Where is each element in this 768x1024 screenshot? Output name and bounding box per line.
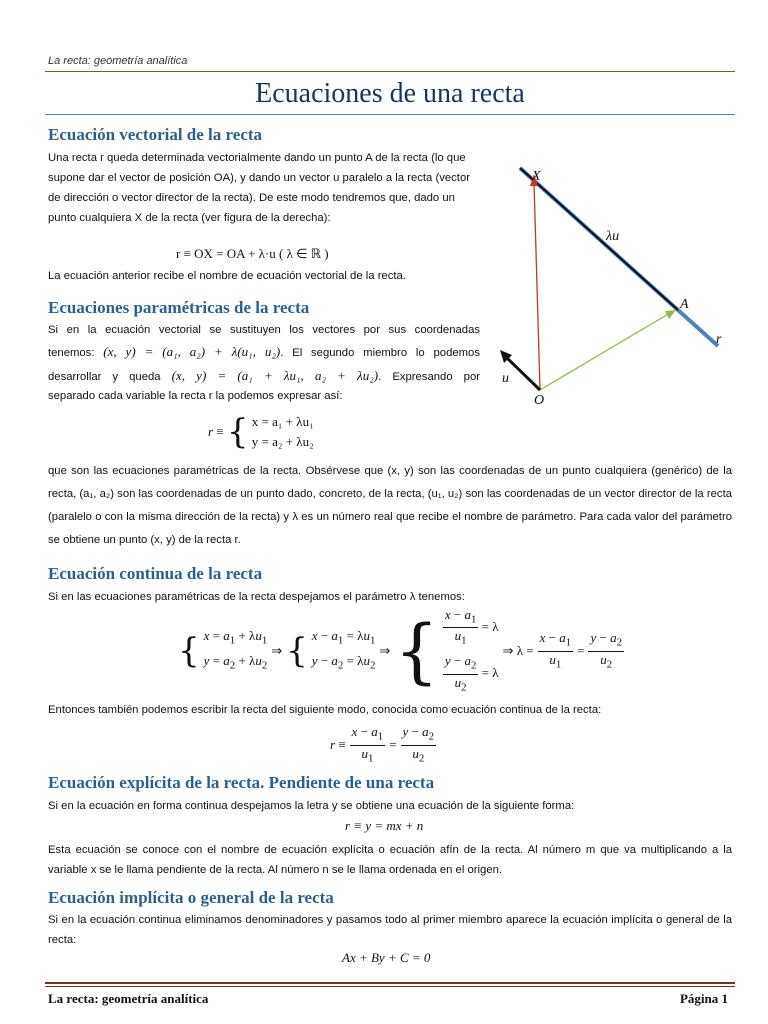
label-O: O xyxy=(534,393,545,408)
running-header: La recta: geometría analítica xyxy=(48,55,188,67)
vector-OX xyxy=(534,182,540,390)
equation-line-y: y = a₂ + λu₂ xyxy=(251,434,314,449)
label-lambda-u: λu xyxy=(606,229,620,244)
footer-title: La recta: geometría analítica xyxy=(48,991,209,1006)
equation-explicita: r ≡ y = mx + n xyxy=(345,818,424,833)
paragraph-continua-2: Entonces también podemos escribir la recta del siguiente modo, conocida como ecuación continua de la recta: xyxy=(48,704,602,716)
paragraph-vectorial: Una recta r queda determinada vectorialmente dando un punto A de la recta (lo que supone dar el vector de posición OA), y dando un vector u paralelo a la recta (vector de dirección o vector director de la recta). De este modo tendremos que, dado un punto cualquiera X de la recta (ver figura de la derecha): xyxy=(48,152,470,224)
text-lead: desarrollar y queda xyxy=(48,371,161,383)
text-lead: tenemos: xyxy=(48,347,95,359)
paragraph-parametricas-1d: separado cada variable la recta r la podemos expresar así: xyxy=(48,390,343,402)
paragraph-vectorial-2: La ecuación anterior recibe el nombre de ecuación vectorial de la recta. xyxy=(48,270,406,282)
heading-explicita: Ecuación explícita de la recta. Pendiente de una recta xyxy=(48,773,435,792)
heading-vectorial: Ecuación vectorial de la recta xyxy=(48,125,263,144)
page-number: Página 1 xyxy=(679,991,728,1006)
paragraph-explicita-2: Esta ecuación se conoce con el nombre de ecuación explícita o ecuación afín de la recta. Al número m que va multiplicando a la variable x se le llama pendiente de la recta. Al número n se le llama ordenada en el origen. xyxy=(48,844,732,876)
paragraph-parametricas-1c xyxy=(48,366,480,387)
paragraph-parametricas-1b xyxy=(48,342,480,363)
footer-divider-thin xyxy=(45,986,735,987)
paragraph-implicita-1: Si en la ecuación continua eliminamos denominadores y pasamos todo al primer miembro aparece la ecuación implícita o general de la recta: xyxy=(48,914,732,946)
equation-parametric-system: r ≡ { x = a₁ + λu₁ y = a₂ + λu₂ xyxy=(208,412,314,452)
heading-parametricas: Ecuaciones paramétricas de la recta xyxy=(48,298,310,317)
vector-lambda-u xyxy=(520,168,678,310)
title-divider xyxy=(45,114,735,115)
text-tail: . El segundo miembro lo podemos xyxy=(280,347,480,359)
equation-inline-2: (x, y) = (a₁ + λu₁, a₂ + λu₂) xyxy=(171,368,379,383)
label-A: A xyxy=(680,297,689,312)
paragraph-explicita-1: Si en la ecuación en forma continua despejamos la letra y se obtiene una ecuación de la siguiente forma: xyxy=(48,800,575,812)
vector-OA xyxy=(540,313,670,390)
heading-continua: Ecuación continua de la recta xyxy=(48,564,263,583)
label-r: r xyxy=(716,332,722,347)
equation-continua: r ≡ $\frac{x - a_1}{u_1}$ = $\frac{y - a_2}{u_2}$ xyxy=(330,724,435,765)
paragraph-parametricas-1a: Si en la ecuación vectorial se sustituyen los vectores por sus coordenadas xyxy=(48,324,480,336)
equation-vectorial: r ≡ OX = OA + λ·u ( λ ∈ ℝ ) xyxy=(176,246,329,261)
vector-u xyxy=(506,357,540,390)
vector-figure xyxy=(490,160,735,410)
text-tail: . Expresando por xyxy=(378,371,481,383)
label-u: u xyxy=(502,371,509,386)
label-X: X xyxy=(532,169,541,184)
equation-line-x: x = a₁ + λu₁ xyxy=(251,414,314,429)
equation-continua-derivation: { $x = a_1 + \lambda u_1$ $y = a_2 + \lambda u_2$ ⇒ { $x - a_1 = \lambda u_1$ $y - a_2 = \lambda u_2$ ⇒ { $\frac{x - a_1}{u_1}$ = λ $\frac{y - a_2}{u_2}$ = λ ⇒ λ = $\frac{x - a_1}{u_1}$ = $\frac{y - a_2}{u_2}$ xyxy=(178,606,623,694)
equation-implicita: Ax + By + C = 0 xyxy=(342,950,431,965)
paragraph-continua-1: Si en las ecuaciones paramétricas de la recta despejamos el parámetro λ tenemos: xyxy=(48,591,465,603)
paragraph-parametricas-2: que son las ecuaciones paramétricas de la recta. Obsérvese que (x, y) son las coordenadas de un punto cualquiera (genérico) de la recta, (a₁, a₂) son las coordenadas de un punto dado, concreto, de la recta, (u₁, u₂) son las coordenadas de un vector director de la recta (paralelo o con la misma dirección de la recta) y λ es un número real que recibe el nombre de parámetro. Para cada valor del parámetro se obtiene un punto (x, y) de la recta r. xyxy=(48,465,732,546)
equation-inline-1: (x, y) = (a₁, a₂) + λ(u₁, u₂) xyxy=(103,344,281,359)
page-title: Ecuaciones de una recta xyxy=(255,78,525,109)
footer-divider xyxy=(45,982,735,984)
header-divider xyxy=(45,71,735,72)
heading-implicita: Ecuación implícita o general de la recta xyxy=(48,888,334,907)
